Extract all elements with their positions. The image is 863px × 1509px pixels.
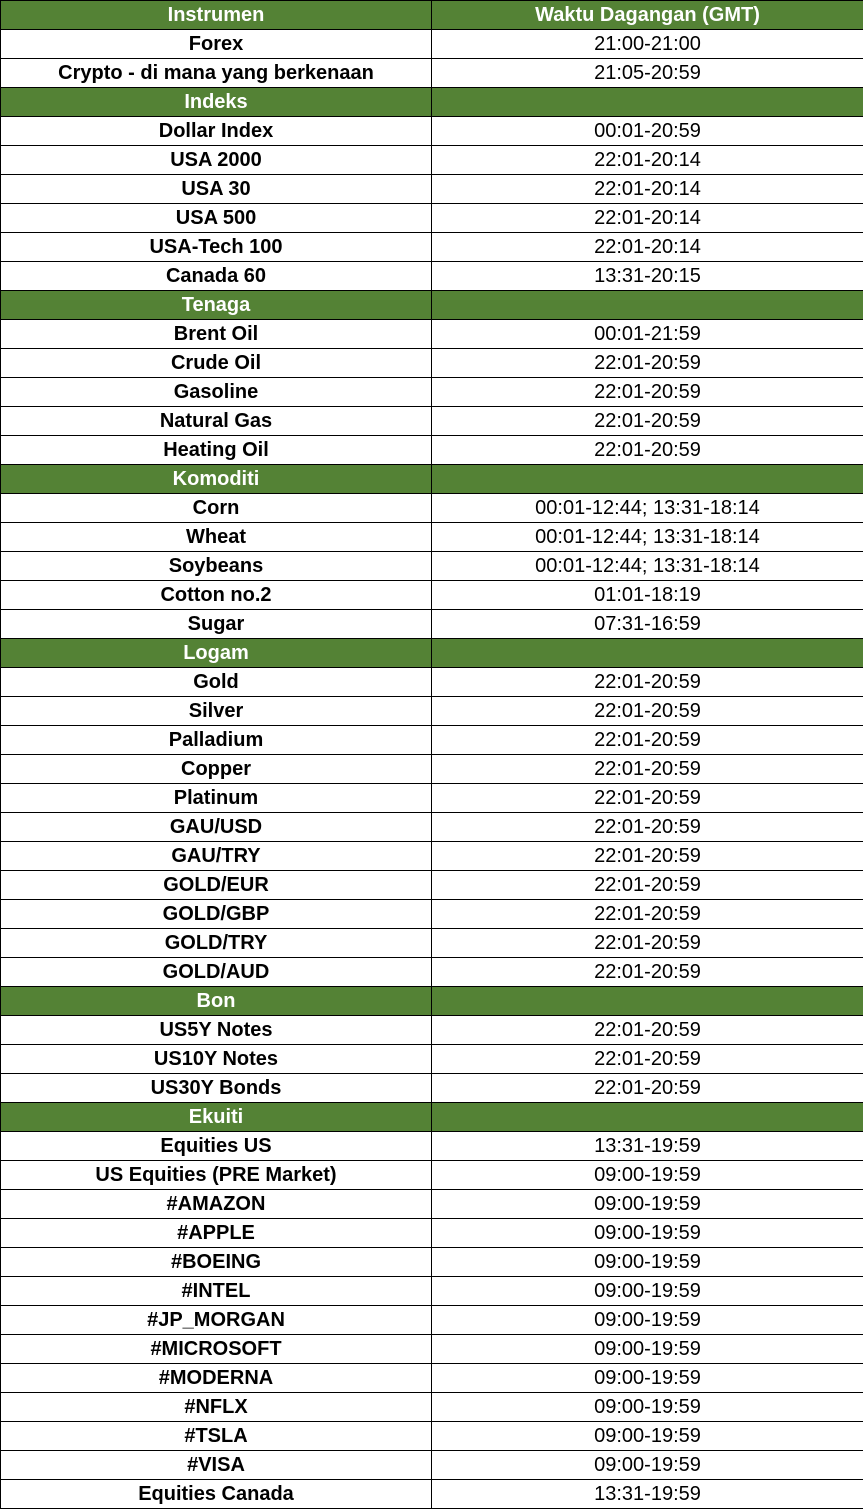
table-row (1, 30, 863, 59)
trading-time: 00:01-12:44; 13:31-18:14 (432, 494, 863, 523)
trading-time: 22:01-20:59 (432, 697, 863, 726)
instrument-name: Cotton no.2 (1, 581, 432, 610)
section-title: Tenaga (1, 291, 432, 320)
trading-time: 09:00-19:59 (432, 1161, 863, 1190)
table-row (1, 697, 863, 726)
section-empty-cell (432, 987, 863, 1016)
instrument-name: GAU/USD (1, 813, 432, 842)
table-row (1, 1393, 863, 1422)
instrument-name: US10Y Notes (1, 1045, 432, 1074)
instrument-name: #TSLA (1, 1422, 432, 1451)
instrument-name: GOLD/AUD (1, 958, 432, 987)
table-row (1, 958, 863, 987)
instrument-name: Equities Canada (1, 1480, 432, 1509)
table-row (1, 668, 863, 697)
trading-time: 09:00-19:59 (432, 1306, 863, 1335)
instrument-name: US30Y Bonds (1, 1074, 432, 1103)
trading-time: 22:01-20:59 (432, 755, 863, 784)
instrument-name: Crude Oil (1, 349, 432, 378)
table-row (1, 784, 863, 813)
instrument-name: GAU/TRY (1, 842, 432, 871)
instrument-name: US Equities (PRE Market) (1, 1161, 432, 1190)
table-header-row (1, 1, 863, 30)
section-title: Ekuiti (1, 1103, 432, 1132)
trading-time: 00:01-12:44; 13:31-18:14 (432, 552, 863, 581)
trading-time: 22:01-20:59 (432, 813, 863, 842)
instrument-name: Sugar (1, 610, 432, 639)
instrument-name: Wheat (1, 523, 432, 552)
instrument-name: Dollar Index (1, 117, 432, 146)
section-header-row (1, 465, 863, 494)
table-row (1, 233, 863, 262)
section-header-row (1, 88, 863, 117)
table-row (1, 436, 863, 465)
instrument-name: Brent Oil (1, 320, 432, 349)
trading-time: 09:00-19:59 (432, 1422, 863, 1451)
table-row (1, 1364, 863, 1393)
instrument-name: #APPLE (1, 1219, 432, 1248)
table-row (1, 1480, 863, 1509)
section-header-row (1, 639, 863, 668)
trading-time: 22:01-20:59 (432, 668, 863, 697)
trading-time: 09:00-19:59 (432, 1219, 863, 1248)
section-title: Indeks (1, 88, 432, 117)
trading-time: 22:01-20:59 (432, 1016, 863, 1045)
instrument-name: USA-Tech 100 (1, 233, 432, 262)
table-row (1, 146, 863, 175)
table-row (1, 59, 863, 88)
trading-time: 22:01-20:59 (432, 929, 863, 958)
trading-time: 22:01-20:59 (432, 842, 863, 871)
header-instrument: Instrumen (1, 1, 432, 30)
instrument-name: GOLD/TRY (1, 929, 432, 958)
trading-time: 22:01-20:14 (432, 175, 863, 204)
table-row (1, 494, 863, 523)
table-row (1, 1190, 863, 1219)
trading-time: 22:01-20:59 (432, 378, 863, 407)
section-empty-cell (432, 88, 863, 117)
instrument-name: Silver (1, 697, 432, 726)
section-title: Logam (1, 639, 432, 668)
trading-time: 22:01-20:59 (432, 1045, 863, 1074)
trading-time: 09:00-19:59 (432, 1335, 863, 1364)
table-row (1, 1422, 863, 1451)
section-empty-cell (432, 639, 863, 668)
table-row (1, 900, 863, 929)
trading-time: 21:00-21:00 (432, 30, 863, 59)
trading-time: 09:00-19:59 (432, 1364, 863, 1393)
instrument-name: Palladium (1, 726, 432, 755)
instrument-name: Natural Gas (1, 407, 432, 436)
table-row (1, 871, 863, 900)
section-title: Bon (1, 987, 432, 1016)
section-header-row (1, 987, 863, 1016)
trading-time: 00:01-21:59 (432, 320, 863, 349)
trading-time: 22:01-20:59 (432, 436, 863, 465)
header-trading-time: Waktu Dagangan (GMT) (432, 1, 863, 30)
table-row (1, 726, 863, 755)
instrument-name: Crypto - di mana yang berkenaan (1, 59, 432, 88)
table-row (1, 755, 863, 784)
section-header-row (1, 291, 863, 320)
table-row (1, 1306, 863, 1335)
instrument-name: Gold (1, 668, 432, 697)
trading-time: 13:31-20:15 (432, 262, 863, 291)
instrument-name: USA 30 (1, 175, 432, 204)
trading-time: 22:01-20:59 (432, 900, 863, 929)
table-row (1, 1045, 863, 1074)
table-row (1, 813, 863, 842)
table-row (1, 523, 863, 552)
table-row (1, 581, 863, 610)
instrument-name: #INTEL (1, 1277, 432, 1306)
table-row (1, 1248, 863, 1277)
section-empty-cell (432, 1103, 863, 1132)
table-row (1, 1132, 863, 1161)
trading-time: 22:01-20:59 (432, 958, 863, 987)
instrument-name: Equities US (1, 1132, 432, 1161)
section-header-row (1, 1103, 863, 1132)
instrument-name: #BOEING (1, 1248, 432, 1277)
instrument-name: US5Y Notes (1, 1016, 432, 1045)
table-row (1, 552, 863, 581)
table-row (1, 610, 863, 639)
instrument-name: #MICROSOFT (1, 1335, 432, 1364)
table-row (1, 204, 863, 233)
table-row (1, 1074, 863, 1103)
table-row (1, 378, 863, 407)
trading-time: 22:01-20:14 (432, 146, 863, 175)
instrument-name: Soybeans (1, 552, 432, 581)
instrument-name: Forex (1, 30, 432, 59)
table-row (1, 1277, 863, 1306)
instrument-name: #AMAZON (1, 1190, 432, 1219)
instrument-name: GOLD/GBP (1, 900, 432, 929)
instrument-name: #MODERNA (1, 1364, 432, 1393)
trading-time: 00:01-20:59 (432, 117, 863, 146)
instrument-name: #JP_MORGAN (1, 1306, 432, 1335)
trading-time: 00:01-12:44; 13:31-18:14 (432, 523, 863, 552)
trading-time: 21:05-20:59 (432, 59, 863, 88)
section-empty-cell (432, 291, 863, 320)
table-row (1, 320, 863, 349)
instrument-name: Heating Oil (1, 436, 432, 465)
table-row (1, 117, 863, 146)
instrument-name: #VISA (1, 1451, 432, 1480)
trading-time: 09:00-19:59 (432, 1393, 863, 1422)
table-row (1, 407, 863, 436)
section-empty-cell (432, 465, 863, 494)
trading-time: 13:31-19:59 (432, 1132, 863, 1161)
trading-time: 09:00-19:59 (432, 1451, 863, 1480)
table-row (1, 1016, 863, 1045)
instrument-name: #NFLX (1, 1393, 432, 1422)
table-row (1, 1219, 863, 1248)
trading-time: 13:31-19:59 (432, 1480, 863, 1509)
table-row (1, 1335, 863, 1364)
table-row (1, 842, 863, 871)
trading-time: 07:31-16:59 (432, 610, 863, 639)
table-body (1, 30, 863, 1509)
trading-time: 22:01-20:59 (432, 784, 863, 813)
instrument-name: USA 2000 (1, 146, 432, 175)
trading-time: 22:01-20:59 (432, 1074, 863, 1103)
trading-time: 01:01-18:19 (432, 581, 863, 610)
table-row (1, 175, 863, 204)
trading-time: 22:01-20:59 (432, 871, 863, 900)
table-row (1, 1161, 863, 1190)
section-title: Komoditi (1, 465, 432, 494)
trading-time: 22:01-20:59 (432, 349, 863, 378)
table-row (1, 1451, 863, 1480)
trading-time: 09:00-19:59 (432, 1248, 863, 1277)
trading-time: 22:01-20:59 (432, 407, 863, 436)
instrument-name: GOLD/EUR (1, 871, 432, 900)
trading-time: 09:00-19:59 (432, 1277, 863, 1306)
instrument-name: Platinum (1, 784, 432, 813)
table-row (1, 929, 863, 958)
table-row (1, 262, 863, 291)
instrument-name: Canada 60 (1, 262, 432, 291)
trading-time: 22:01-20:14 (432, 204, 863, 233)
table-row (1, 349, 863, 378)
trading-time: 09:00-19:59 (432, 1190, 863, 1219)
instrument-name: Corn (1, 494, 432, 523)
instrument-name: Copper (1, 755, 432, 784)
trading-time: 22:01-20:14 (432, 233, 863, 262)
instrument-name: USA 500 (1, 204, 432, 233)
trading-time: 22:01-20:59 (432, 726, 863, 755)
instrument-name: Gasoline (1, 378, 432, 407)
